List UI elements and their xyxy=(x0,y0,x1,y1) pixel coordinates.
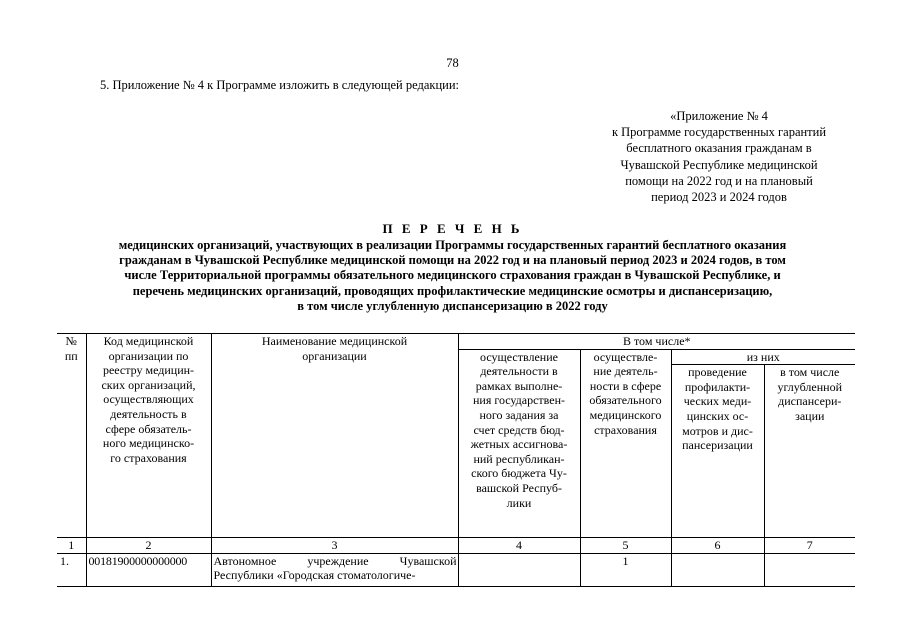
row-code: 00181900000000000 xyxy=(86,553,211,586)
organizations-table xyxy=(57,333,855,587)
appendix-line: к Программе государственных гарантий xyxy=(611,125,827,140)
header-oms: осуществле- ние деятель- ности в сфере обязательного медицинского страхования xyxy=(580,349,671,538)
column-number: 2 xyxy=(86,538,211,554)
header-number: № пп xyxy=(57,334,86,538)
subheading-line: в том числе углубленную диспансеризацию в 2022 году xyxy=(297,298,608,313)
column-number: 6 xyxy=(671,538,764,554)
column-number: 4 xyxy=(458,538,580,554)
header-including: В том числе* xyxy=(458,334,855,350)
row-col4 xyxy=(458,553,580,586)
header-prof-exams: проведение профилакти- ческих меди- цинских ос- мотров и дис- пансеризации xyxy=(671,365,764,538)
subheading-line: гражданам в Чувашской Республике медицинской помощи на 2022 год и на плановый период 2023 и 2024 годов, в том xyxy=(119,253,786,268)
header-deep-dispensary: в том числе углубленной диспансери- зации xyxy=(764,365,855,538)
subheading-line: числе Территориальной программы обязательного медицинского страхования граждан в Чувашской Республике, и xyxy=(124,268,781,283)
page-number: 78 xyxy=(446,56,459,70)
column-number: 1 xyxy=(57,538,86,554)
column-number: 5 xyxy=(580,538,671,554)
header-state-assignment: осуществление деятельности в рамках выполне- ния государствен- ного задания за счет средств бюд- жетных ассигнова- ний республикан- ского бюджета Чу- вашской Респуб- лики xyxy=(458,349,580,538)
row-name: Автономное учреждение Чувашской Республики «Городская стоматологиче- xyxy=(211,553,458,586)
subheading-line: перечень медицинских организаций, проводящих профилактические медицинские осмотры и диспансеризацию, xyxy=(132,283,773,298)
intro-paragraph: 5. Приложение № 4 к Программе изложить в следующей редакции: xyxy=(100,78,459,92)
row-col5: 1 xyxy=(580,553,671,586)
row-col6 xyxy=(671,553,764,586)
subheading-line: медицинских организаций, участвующих в реализации Программы государственных гарантий бесплатного оказания xyxy=(118,238,787,252)
column-number: 3 xyxy=(211,538,458,554)
row-number: 1. xyxy=(57,553,86,586)
appendix-reference xyxy=(588,108,850,205)
document-heading: П Е Р Е Ч Е Н Ь xyxy=(382,221,523,236)
column-number: 7 xyxy=(764,538,855,554)
header-name: Наименование медицинской организации xyxy=(211,334,458,538)
appendix-line: «Приложение № 4 xyxy=(670,109,768,123)
header-code: Код медицинской организации по реестру медицин- ских организаций, осуществляющих деятельность в сфере обязатель- ного медицинско- го страхования xyxy=(86,334,211,538)
appendix-line: помощи на 2022 год и на плановый xyxy=(625,173,813,188)
row-col7 xyxy=(764,553,855,586)
header-of-them: из них xyxy=(671,349,855,365)
table-row xyxy=(57,553,855,586)
appendix-line: бесплатного оказания гражданам в xyxy=(626,141,812,156)
document-subheading xyxy=(60,238,845,314)
appendix-line: период 2023 и 2024 годов xyxy=(651,190,787,205)
appendix-line: Чувашской Республике медицинской xyxy=(620,157,818,172)
